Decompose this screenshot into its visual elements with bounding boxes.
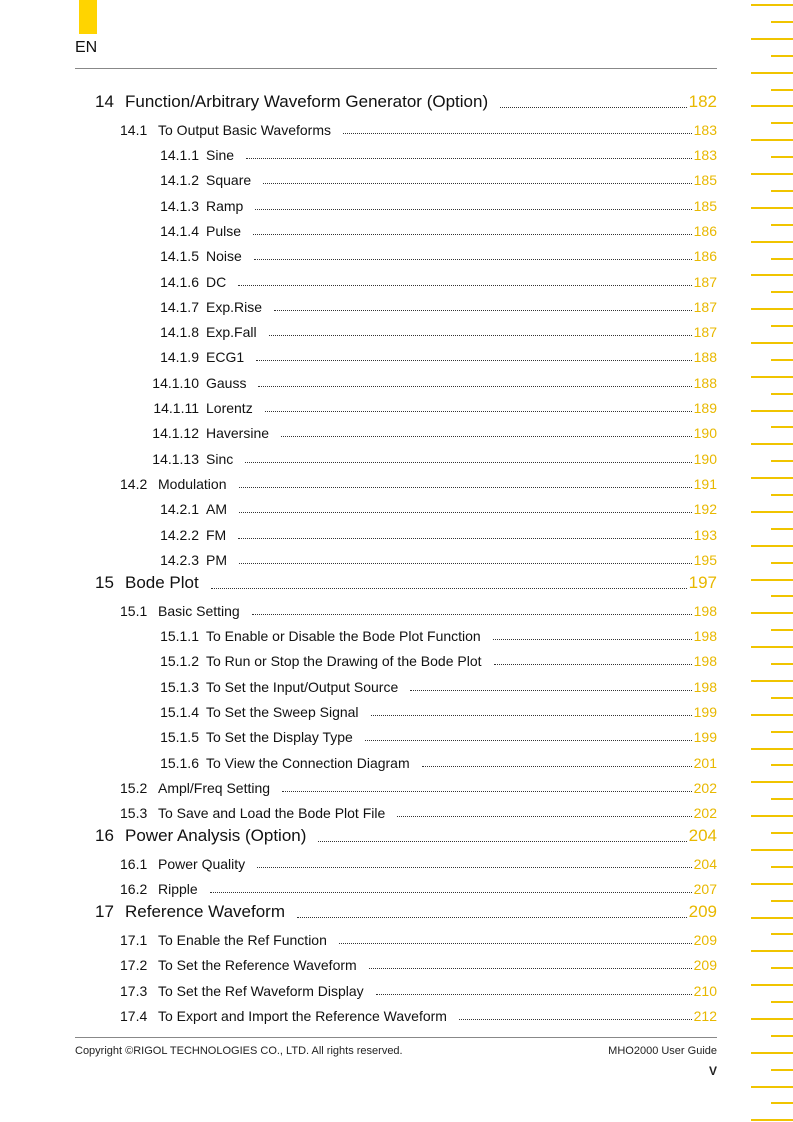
toc-entry-page: 198	[693, 679, 717, 695]
toc-entry[interactable]	[143, 649, 717, 669]
toc-leader-dots	[238, 285, 691, 286]
toc-entry-title: To Set the Sweep Signal	[206, 704, 359, 720]
toc-leader-dots	[253, 234, 692, 235]
ruler-tick	[751, 1119, 793, 1121]
toc-leader-dots	[494, 664, 692, 665]
ruler-tick	[751, 105, 793, 107]
toc-entry-number: 14.2	[120, 476, 148, 492]
toc-entry[interactable]	[120, 599, 717, 619]
toc-entry-title: DC	[206, 274, 227, 290]
toc-entry-number: 14.1.10	[152, 375, 199, 391]
side-ruler	[750, 0, 793, 1122]
toc-entry-title: AM	[206, 501, 227, 517]
toc-entry-title: To Export and Import the Reference Waveform	[158, 1008, 447, 1024]
ruler-tick	[771, 562, 793, 564]
toc-entry-title: Exp.Rise	[206, 299, 263, 315]
toc-entry-title: To Enable the Ref Function	[158, 932, 327, 948]
toc-entry[interactable]	[143, 396, 717, 416]
toc-leader-dots	[239, 512, 692, 513]
ruler-tick	[771, 460, 793, 462]
toc-entry-title: Modulation	[158, 476, 227, 492]
toc-entry-page: 199	[693, 729, 717, 745]
toc-entry[interactable]	[143, 194, 717, 214]
toc-entry-number: 15	[95, 573, 114, 592]
ruler-tick	[771, 731, 793, 733]
toc-entry-title: Haversine	[206, 425, 270, 441]
ruler-tick	[751, 545, 793, 547]
toc-leader-dots	[239, 563, 692, 564]
toc-entry-title: To Set the Ref Waveform Display	[158, 983, 364, 999]
footer-divider	[75, 1037, 717, 1038]
toc-entry[interactable]	[95, 92, 717, 112]
toc-entry[interactable]	[143, 143, 717, 163]
toc-entry-page: 204	[693, 856, 717, 872]
toc-leader-dots	[297, 917, 687, 918]
toc-entry-number: 15.1	[120, 603, 148, 619]
toc-entry-page: 187	[693, 324, 717, 340]
toc-entry-title: Gauss	[206, 375, 247, 391]
ruler-tick	[771, 325, 793, 327]
toc-entry-title: To Set the Reference Waveform	[158, 957, 357, 973]
toc-entry-number: 14.1.4	[160, 223, 199, 239]
toc-leader-dots	[258, 386, 691, 387]
ruler-tick	[751, 950, 793, 952]
toc-entry-title: Ramp	[206, 198, 244, 214]
toc-entry-number: 14.2.1	[160, 501, 199, 517]
ruler-tick	[771, 258, 793, 260]
ruler-tick	[751, 308, 793, 310]
language-label: EN	[75, 39, 98, 56]
toc-leader-dots	[371, 715, 692, 716]
toc-entry[interactable]	[120, 979, 717, 999]
ruler-tick	[751, 443, 793, 445]
toc-entry[interactable]	[120, 852, 717, 872]
toc-entry[interactable]	[120, 118, 717, 138]
ruler-tick	[771, 595, 793, 597]
toc-entry-title: To Set the Display Type	[206, 729, 353, 745]
toc-entry-page: 209	[693, 932, 717, 948]
toc-entry-number: 14	[95, 92, 114, 111]
toc-entry-number: 14.1.1	[160, 147, 199, 163]
toc-entry[interactable]	[143, 447, 717, 467]
toc-entry[interactable]	[143, 751, 717, 771]
ruler-tick	[771, 1001, 793, 1003]
toc-entry[interactable]	[143, 320, 717, 340]
ruler-tick	[751, 477, 793, 479]
toc-entry[interactable]	[120, 953, 717, 973]
toc-entry-number: 15.1.3	[160, 679, 199, 695]
toc-entry[interactable]	[95, 902, 717, 922]
toc-entry-page: 187	[693, 274, 717, 290]
toc-entry-number: 14.1	[120, 122, 148, 138]
toc-entry-page: 202	[693, 805, 717, 821]
toc-entry-number: 15.3	[120, 805, 148, 821]
ruler-tick	[751, 1018, 793, 1020]
toc-entry-number: 14.1.13	[152, 451, 199, 467]
header-divider	[75, 68, 717, 69]
toc-entry-page: 191	[693, 476, 717, 492]
toc-entry-page: 212	[693, 1008, 717, 1024]
toc-leader-dots	[459, 1019, 692, 1020]
toc-entry-title: ECG1	[206, 349, 245, 365]
ruler-tick	[751, 748, 793, 750]
toc-entry[interactable]	[120, 928, 717, 948]
ruler-tick	[771, 156, 793, 158]
toc-entry-page: 188	[693, 375, 717, 391]
toc-entry-page: 209	[693, 957, 717, 973]
ruler-tick	[771, 426, 793, 428]
toc-entry-number: 14.2.3	[160, 552, 199, 568]
toc-entry-page: 199	[693, 704, 717, 720]
toc-entry-number: 17.4	[120, 1008, 148, 1024]
ruler-tick	[751, 714, 793, 716]
ruler-tick	[751, 72, 793, 74]
ruler-tick	[751, 1052, 793, 1054]
toc-leader-dots	[255, 209, 691, 210]
ruler-tick	[751, 38, 793, 40]
toc-leader-dots	[422, 766, 692, 767]
toc-entry-page: 198	[693, 628, 717, 644]
toc-entry-number: 15.2	[120, 780, 148, 796]
ruler-tick	[751, 849, 793, 851]
toc-leader-dots	[256, 360, 692, 361]
toc-entry-page: 188	[693, 349, 717, 365]
ruler-tick	[771, 967, 793, 969]
toc-entry-title: Pulse	[206, 223, 242, 239]
toc-entry-number: 17.3	[120, 983, 148, 999]
toc-entry-title: To Run or Stop the Drawing of the Bode Plot	[206, 653, 482, 669]
toc-entry-number: 15.1.6	[160, 755, 199, 771]
ruler-tick	[751, 173, 793, 175]
toc-entry-title: Lorentz	[206, 400, 253, 416]
toc-entry-number: 16	[95, 826, 114, 845]
toc-entry-title: Sinc	[206, 451, 234, 467]
toc-entry-page: 198	[693, 653, 717, 669]
toc-leader-dots	[343, 133, 692, 134]
toc-leader-dots	[245, 462, 691, 463]
toc-entry-number: 14.1.12	[152, 425, 199, 441]
toc-entry-title: Noise	[206, 248, 242, 264]
toc-entry[interactable]	[143, 725, 717, 745]
toc-entry-page: 186	[693, 248, 717, 264]
ruler-tick	[751, 984, 793, 986]
toc-entry-page: 186	[693, 223, 717, 239]
ruler-tick	[771, 629, 793, 631]
toc-entry-title: To Output Basic Waveforms	[158, 122, 331, 138]
toc-leader-dots	[410, 690, 691, 691]
ruler-tick	[771, 89, 793, 91]
toc-leader-dots	[257, 867, 691, 868]
toc-entry-page: 183	[693, 122, 717, 138]
toc-entry[interactable]	[143, 675, 717, 695]
toc-leader-dots	[252, 614, 692, 615]
toc-entry-number: 15.1.5	[160, 729, 199, 745]
toc-leader-dots	[493, 639, 692, 640]
toc-entry[interactable]	[143, 624, 717, 644]
toc-entry-page: 204	[688, 826, 717, 845]
toc-entry-number: 14.1.11	[153, 400, 199, 416]
toc-entry-title: Sine	[206, 147, 235, 163]
toc-leader-dots	[211, 588, 687, 589]
toc-leader-dots	[246, 158, 692, 159]
toc-entry-title: To Enable or Disable the Bode Plot Function	[206, 628, 481, 644]
toc-entry[interactable]	[95, 573, 717, 593]
toc-entry-page: 190	[693, 451, 717, 467]
toc-entry[interactable]	[143, 523, 717, 543]
toc-entry[interactable]	[120, 472, 717, 492]
toc-entry-page: 198	[693, 603, 717, 619]
toc-leader-dots	[365, 740, 692, 741]
ruler-tick	[771, 494, 793, 496]
toc-entry-page: 187	[693, 299, 717, 315]
ruler-tick	[751, 579, 793, 581]
toc-leader-dots	[239, 487, 692, 488]
ruler-tick	[771, 764, 793, 766]
toc-entry-number: 14.1.2	[160, 172, 199, 188]
toc-entry-title: Square	[206, 172, 252, 188]
toc-entry[interactable]	[143, 700, 717, 720]
ruler-tick	[771, 224, 793, 226]
ruler-tick	[751, 4, 793, 6]
toc-entry[interactable]	[120, 776, 717, 796]
toc-entry-number: 14.1.7	[160, 299, 199, 315]
toc-entry[interactable]	[143, 270, 717, 290]
ruler-tick	[751, 612, 793, 614]
ruler-tick	[751, 511, 793, 513]
ruler-tick	[751, 376, 793, 378]
toc-entry-page: 193	[693, 527, 717, 543]
ruler-tick	[771, 528, 793, 530]
toc-entry-title: To Set the Input/Output Source	[206, 679, 399, 695]
toc-entry-number: 14.1.8	[160, 324, 199, 340]
ruler-tick	[751, 241, 793, 243]
toc-entry-page: 183	[693, 147, 717, 163]
toc-entry-number: 14.1.3	[160, 198, 199, 214]
toc-leader-dots	[274, 310, 692, 311]
ruler-tick	[771, 697, 793, 699]
toc-entry[interactable]	[143, 345, 717, 365]
toc-entry-page: 207	[693, 881, 717, 897]
ruler-tick	[751, 917, 793, 919]
toc-entry-number: 14.2.2	[160, 527, 199, 543]
ruler-tick	[771, 798, 793, 800]
toc-leader-dots	[281, 436, 692, 437]
toc-entry[interactable]	[143, 168, 717, 188]
ruler-tick	[751, 646, 793, 648]
ruler-tick	[751, 274, 793, 276]
toc-entry[interactable]	[143, 244, 717, 264]
toc-leader-dots	[318, 841, 686, 842]
ruler-tick	[751, 680, 793, 682]
toc-entry-number: 14.1.5	[160, 248, 199, 264]
toc-entry-page: 195	[693, 552, 717, 568]
guide-title: MHO2000 User Guide	[608, 1045, 717, 1057]
toc-entry[interactable]	[120, 877, 717, 897]
toc-entry-title: Ampl/Freq Setting	[158, 780, 271, 796]
ruler-tick	[751, 207, 793, 209]
toc-entry[interactable]	[143, 295, 717, 315]
toc-entry-page: 209	[688, 902, 717, 921]
toc-leader-dots	[265, 411, 692, 412]
toc-entry[interactable]	[120, 1004, 717, 1024]
toc-entry-number: 16.1	[120, 856, 148, 872]
ruler-tick	[751, 815, 793, 817]
page-number: V	[708, 1064, 717, 1078]
ruler-tick	[771, 1102, 793, 1104]
toc-entry-title: Function/Arbitrary Waveform Generator (Option)	[125, 92, 489, 111]
toc-entry-page: 185	[693, 172, 717, 188]
toc-entry-title: PM	[206, 552, 227, 568]
toc-leader-dots	[254, 259, 692, 260]
ruler-tick	[751, 781, 793, 783]
toc-entry-number: 17.2	[120, 957, 148, 973]
ruler-tick	[751, 410, 793, 412]
toc-leader-dots	[500, 107, 687, 108]
toc-entry-number: 16.2	[120, 881, 148, 897]
toc-entry-title: Power Analysis (Option)	[125, 826, 307, 845]
toc-entry-number: 14.1.6	[160, 274, 199, 290]
ruler-tick	[771, 663, 793, 665]
toc-entry-title: To View the Connection Diagram	[206, 755, 410, 771]
toc-entry-number: 15.1.1	[160, 628, 199, 644]
toc-leader-dots	[397, 816, 691, 817]
toc-entry-title: Reference Waveform	[125, 902, 285, 921]
toc-entry-title: Basic Setting	[158, 603, 240, 619]
toc-entry-number: 15.1.2	[160, 653, 199, 669]
toc-leader-dots	[238, 538, 691, 539]
toc-leader-dots	[263, 183, 691, 184]
toc-entry-page: 192	[693, 501, 717, 517]
toc-entry-number: 17.1	[120, 932, 148, 948]
ruler-tick	[751, 342, 793, 344]
toc-entry[interactable]	[143, 497, 717, 517]
toc-entry[interactable]	[120, 801, 717, 821]
toc-leader-dots	[339, 943, 692, 944]
toc-entry-number: 17	[95, 902, 114, 921]
toc-entry-title: FM	[206, 527, 227, 543]
ruler-tick	[771, 900, 793, 902]
ruler-tick	[771, 122, 793, 124]
chapter-tab-marker	[79, 0, 97, 34]
toc-entry-page: 201	[693, 755, 717, 771]
toc-entry-page: 197	[688, 573, 717, 592]
toc-entry-title: Bode Plot	[125, 573, 199, 592]
ruler-tick	[751, 883, 793, 885]
toc-leader-dots	[376, 994, 692, 995]
ruler-tick	[771, 55, 793, 57]
ruler-tick	[751, 139, 793, 141]
ruler-tick	[771, 359, 793, 361]
ruler-tick	[771, 190, 793, 192]
copyright-text: Copyright ©RIGOL TECHNOLOGIES CO., LTD. All rights reserved.	[75, 1045, 403, 1057]
toc-entry-page: 185	[693, 198, 717, 214]
toc-entry-page: 210	[693, 983, 717, 999]
toc-entry-number: 14.1.9	[160, 349, 199, 365]
ruler-tick	[771, 1069, 793, 1071]
ruler-tick	[771, 21, 793, 23]
ruler-tick	[771, 866, 793, 868]
toc-leader-dots	[369, 968, 692, 969]
toc-entry-page: 189	[693, 400, 717, 416]
toc-entry-number: 15.1.4	[160, 704, 199, 720]
ruler-tick	[771, 933, 793, 935]
ruler-tick	[771, 832, 793, 834]
ruler-tick	[751, 1086, 793, 1088]
toc-entry-title: Ripple	[158, 881, 198, 897]
ruler-tick	[771, 393, 793, 395]
toc-entry[interactable]	[95, 826, 717, 846]
toc-entry-title: To Save and Load the Bode Plot File	[158, 805, 386, 821]
toc-leader-dots	[269, 335, 692, 336]
toc-entry-title: Exp.Fall	[206, 324, 257, 340]
toc-entry[interactable]	[143, 421, 717, 441]
ruler-tick	[771, 1035, 793, 1037]
toc-entry[interactable]	[143, 219, 717, 239]
toc-entry-page: 182	[688, 92, 717, 111]
toc-leader-dots	[210, 892, 692, 893]
toc-entry[interactable]	[143, 371, 717, 391]
toc-entry-page: 202	[693, 780, 717, 796]
toc-entry-page: 190	[693, 425, 717, 441]
ruler-tick	[771, 291, 793, 293]
toc-leader-dots	[282, 791, 692, 792]
toc-entry-title: Power Quality	[158, 856, 246, 872]
toc-entry[interactable]	[143, 548, 717, 568]
